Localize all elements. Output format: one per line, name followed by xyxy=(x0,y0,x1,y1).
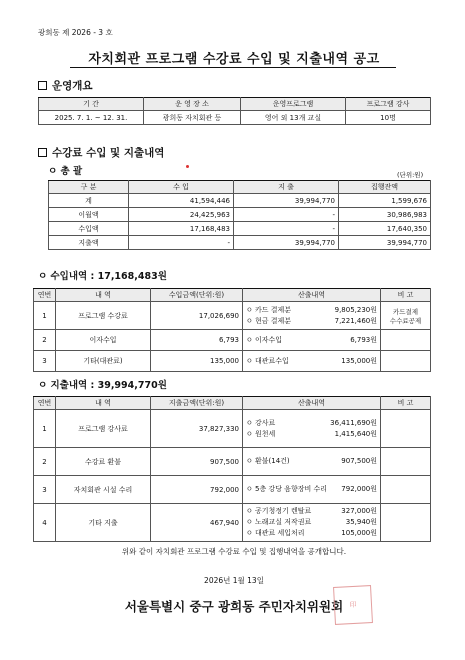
detail-label: ㅇ 강사료 xyxy=(246,418,276,427)
operation-col-place: 운 영 장 소 xyxy=(144,98,241,111)
income-heading: ㅇ 수입내역 : 17,168,483원 xyxy=(38,271,167,282)
summary-cell: 39,994,770 xyxy=(234,194,339,208)
row-amount: 6,793 xyxy=(151,330,243,351)
row-details xyxy=(243,504,381,542)
table-row xyxy=(34,302,431,330)
operation-col-instructor: 프로그램 강사 xyxy=(346,98,431,111)
row-details xyxy=(243,410,381,448)
expense-col-item: 내 역 xyxy=(56,397,151,410)
checkbox-square-icon xyxy=(38,81,47,90)
row-item: 기타(대관료) xyxy=(56,351,151,372)
operation-heading xyxy=(38,78,93,93)
row-item: 프로그램 수강료 xyxy=(56,302,151,330)
detail-label: ㅇ 노래교실 저작권료 xyxy=(246,518,312,526)
operation-instructor: 10명 xyxy=(346,111,431,125)
income-expense-heading xyxy=(38,145,164,160)
table-row xyxy=(49,208,431,222)
row-details xyxy=(243,302,381,330)
income-expense-heading-text: 수강료 수입 및 지출내역 xyxy=(52,147,165,159)
row-amount: 792,000 xyxy=(151,476,243,504)
closing-statement: 위와 같이 자치회관 프로그램 수강료 수입 및 집행내역을 공개합니다. xyxy=(121,547,347,556)
detail-value: 36,411,690원 xyxy=(330,418,377,427)
summary-col-income: 수 입 xyxy=(129,181,234,194)
row-details xyxy=(243,448,381,476)
row-details xyxy=(243,476,381,504)
operation-program: 영어 외 13개 교실 xyxy=(241,111,346,125)
row-item: 프로그램 강사료 xyxy=(56,410,151,448)
detail-value: 105,000원 xyxy=(341,529,377,537)
row-amount: 37,827,330 xyxy=(151,410,243,448)
issuing-organization: 서울특별시 중구 광희동 주민자치위원회 xyxy=(124,599,344,614)
row-amount: 135,000 xyxy=(151,351,243,372)
detail-label: ㅇ 카드 결제분 xyxy=(246,305,292,314)
row-amount: 17,026,690 xyxy=(151,302,243,330)
row-amount: 467,940 xyxy=(151,504,243,542)
income-col-details: 산출내역 xyxy=(243,289,381,302)
summary-col-category: 구 분 xyxy=(49,181,129,194)
expense-heading: ㅇ 지출내역 : 39,994,770원 xyxy=(38,380,167,391)
row-item: 이자수입 xyxy=(56,330,151,351)
detail-label: ㅇ 원천세 xyxy=(246,429,276,438)
title-underline xyxy=(70,67,396,68)
operation-period: 2025. 7. 1. ~ 12. 31. xyxy=(39,111,144,125)
notice-date: 2026년 1월 13일 xyxy=(204,576,264,585)
detail-value: 327,000원 xyxy=(341,507,377,515)
row-note xyxy=(381,351,431,372)
table-row xyxy=(34,504,431,542)
note-line: 카드결제 xyxy=(392,307,419,316)
income-table xyxy=(33,288,431,372)
row-item: 자치회관 시설 수리 xyxy=(56,476,151,504)
detail-value: 792,000원 xyxy=(341,485,377,493)
detail-label: ㅇ 대관료수입 xyxy=(246,356,289,365)
detail-value: 1,415,640원 xyxy=(334,429,377,438)
summary-cell: 이월액 xyxy=(49,208,129,222)
summary-cell: - xyxy=(129,236,234,250)
row-details xyxy=(243,351,381,372)
operation-heading-text: 운영개요 xyxy=(52,80,93,92)
detail-value: 9,805,230원 xyxy=(334,305,377,314)
official-seal-stamp: 印 xyxy=(333,585,373,625)
row-no: 3 xyxy=(34,476,56,504)
expense-col-amount: 지출금액(단위:원) xyxy=(151,397,243,410)
operation-table xyxy=(38,97,431,125)
summary-cell: 39,994,770 xyxy=(234,236,339,250)
summary-label: ㅇ 총 괄 xyxy=(48,166,83,177)
row-details xyxy=(243,330,381,351)
table-row xyxy=(34,410,431,448)
note-line: 수수료공제 xyxy=(389,316,422,325)
row-note xyxy=(381,504,431,542)
table-row xyxy=(34,351,431,372)
summary-col-balance: 집행잔액 xyxy=(339,181,431,194)
detail-value: 907,500원 xyxy=(341,457,377,465)
detail-value: 7,221,460원 xyxy=(334,316,377,325)
red-mark xyxy=(186,165,189,168)
summary-cell: 1,599,676 xyxy=(339,194,431,208)
row-amount: 907,500 xyxy=(151,448,243,476)
summary-col-expense: 지 출 xyxy=(234,181,339,194)
income-col-amount: 수입금액(단위:원) xyxy=(151,289,243,302)
expense-col-details: 산출내역 xyxy=(243,397,381,410)
detail-label: ㅇ 대관료 세입처리 xyxy=(246,529,305,537)
table-row xyxy=(49,236,431,250)
row-note xyxy=(381,302,431,330)
detail-value: 135,000원 xyxy=(341,356,377,365)
summary-cell: 39,994,770 xyxy=(339,236,431,250)
row-note xyxy=(381,448,431,476)
row-note xyxy=(381,330,431,351)
operation-place: 광희동 자치회관 등 xyxy=(144,111,241,125)
summary-cell: 17,640,350 xyxy=(339,222,431,236)
expense-col-note: 비 고 xyxy=(381,397,431,410)
summary-table xyxy=(48,180,431,250)
income-col-note: 비 고 xyxy=(381,289,431,302)
summary-cell: 41,594,446 xyxy=(129,194,234,208)
detail-label: ㅇ 현금 결제분 xyxy=(246,316,292,325)
row-no: 3 xyxy=(34,351,56,372)
row-note xyxy=(381,476,431,504)
detail-label: ㅇ 환불(14건) xyxy=(246,457,290,465)
summary-cell: - xyxy=(234,208,339,222)
summary-cell: 24,425,963 xyxy=(129,208,234,222)
expense-col-no: 연번 xyxy=(34,397,56,410)
row-no: 1 xyxy=(34,302,56,330)
table-row xyxy=(34,448,431,476)
detail-label: ㅇ 5층 강당 음향장비 수리 xyxy=(246,485,327,493)
income-col-no: 연번 xyxy=(34,289,56,302)
operation-col-period: 기 간 xyxy=(39,98,144,111)
row-item: 기타 지출 xyxy=(56,504,151,542)
detail-label: ㅇ 공기청정기 렌탈료 xyxy=(246,507,312,515)
row-no: 1 xyxy=(34,410,56,448)
table-row xyxy=(34,330,431,351)
row-no: 4 xyxy=(34,504,56,542)
income-col-item: 내 역 xyxy=(56,289,151,302)
expense-table xyxy=(33,396,431,542)
summary-cell: 17,168,483 xyxy=(129,222,234,236)
operation-col-program: 운영프로그램 xyxy=(241,98,346,111)
summary-cell: 계 xyxy=(49,194,129,208)
page-title: 자치회관 프로그램 수강료 수입 및 지출내역 공고 xyxy=(88,52,380,67)
row-note xyxy=(381,410,431,448)
checkbox-square-icon xyxy=(38,148,47,157)
summary-cell: 지출액 xyxy=(49,236,129,250)
row-no: 2 xyxy=(34,330,56,351)
detail-value: 35,940원 xyxy=(345,518,377,526)
detail-value: 6,793원 xyxy=(350,335,377,344)
table-row xyxy=(49,222,431,236)
row-no: 2 xyxy=(34,448,56,476)
summary-unit: (단위:원) xyxy=(397,171,424,179)
detail-label: ㅇ 이자수입 xyxy=(246,335,283,344)
row-item: 수강료 환불 xyxy=(56,448,151,476)
summary-cell: 30,986,983 xyxy=(339,208,431,222)
summary-cell: - xyxy=(234,222,339,236)
table-row xyxy=(49,194,431,208)
table-row xyxy=(34,476,431,504)
document-number: 광희동 제 2026 - 3 호 xyxy=(38,28,113,37)
summary-cell: 수입액 xyxy=(49,222,129,236)
